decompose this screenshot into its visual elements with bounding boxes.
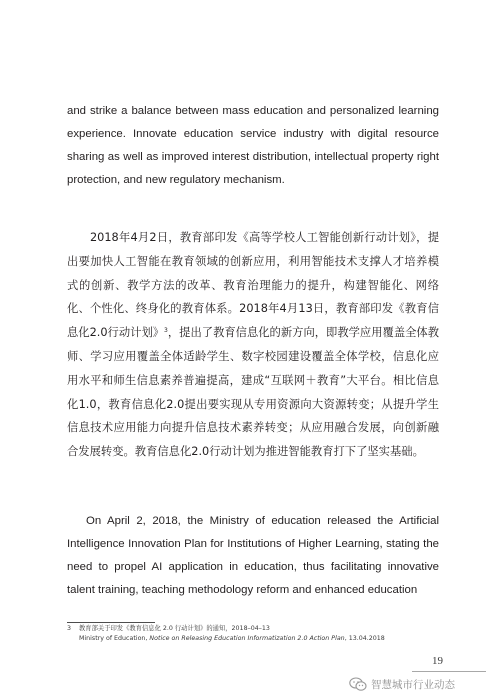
- page-number-rule: [412, 671, 486, 672]
- wechat-icon: [349, 677, 367, 692]
- footnote-number: 3: [67, 625, 72, 632]
- paragraph-chinese: [67, 226, 439, 464]
- watermark: [349, 676, 455, 692]
- paragraph-chinese-part1: 2018年4月2日，教育部印发《高等学校人工智能创新行动计划》，提出要加快人工智能在教育领域的创新应用，利用智能技术支撑人才培养模式的创新、教学方法的改革、教育治理能力的提升，构建智能化、网络化、个性化、终身化的教育体系。2018年4月13日，教育部印发《教育信息化2.0行动计划》: [67, 231, 439, 340]
- footnote-reference[interactable]: 3: [164, 327, 168, 335]
- footnote-line-english: [67, 634, 447, 644]
- footnote-divider: [67, 622, 155, 623]
- watermark-text: 智慧城市行业动态: [371, 678, 455, 691]
- footnote-title: Notice on Releasing Education Informatization 2.0 Action Plan: [149, 635, 345, 642]
- footnote-text-chinese: 教育部关于印发《教育信息化 2.0 行动计划》的通知，2018–04–13: [79, 625, 270, 632]
- page-number: 19: [432, 655, 443, 667]
- footnote-line-chinese: [67, 624, 447, 634]
- paragraph-chinese-part2: ，提出了教育信息化的新方向，即教学应用覆盖全体教师、学习应用覆盖全体适龄学生、数字校园建设覆盖全体学校，信息化应用水平和师生信息素养普遍提高，建成“互联网＋教育”大平台。相比信息化1.0，教育信息化2.0提出要实现从专用资源向大资源转变；从提升学生信息技术应用能力向提升信息技术素养转变；从应用融合发展，向创新融合发展转变。教育信息化2.0行动计划为推进智能教育打下了坚实基础。: [67, 326, 440, 459]
- footnote-date: , 13.04.2018: [344, 635, 385, 642]
- footnote: [67, 624, 447, 644]
- paragraph-english-translation: On April 2, 2018, the Ministry of education released the Artificial Intelligence Innovation Plan for Institutions of Higher Learning, stating the need to propel AI application in education, thus facilitating innovative talent training, teaching methodology reform and enhanced education: [67, 515, 439, 596]
- paragraph-english-intro: and strike a balance between mass education and personalized learning experience. Innovate education service industry with digital resource sharing as well as improved interest distribution, intellectual property right protection, and new regulatory mechanism.: [67, 105, 439, 186]
- footnote-author: Ministry of Education,: [79, 635, 150, 642]
